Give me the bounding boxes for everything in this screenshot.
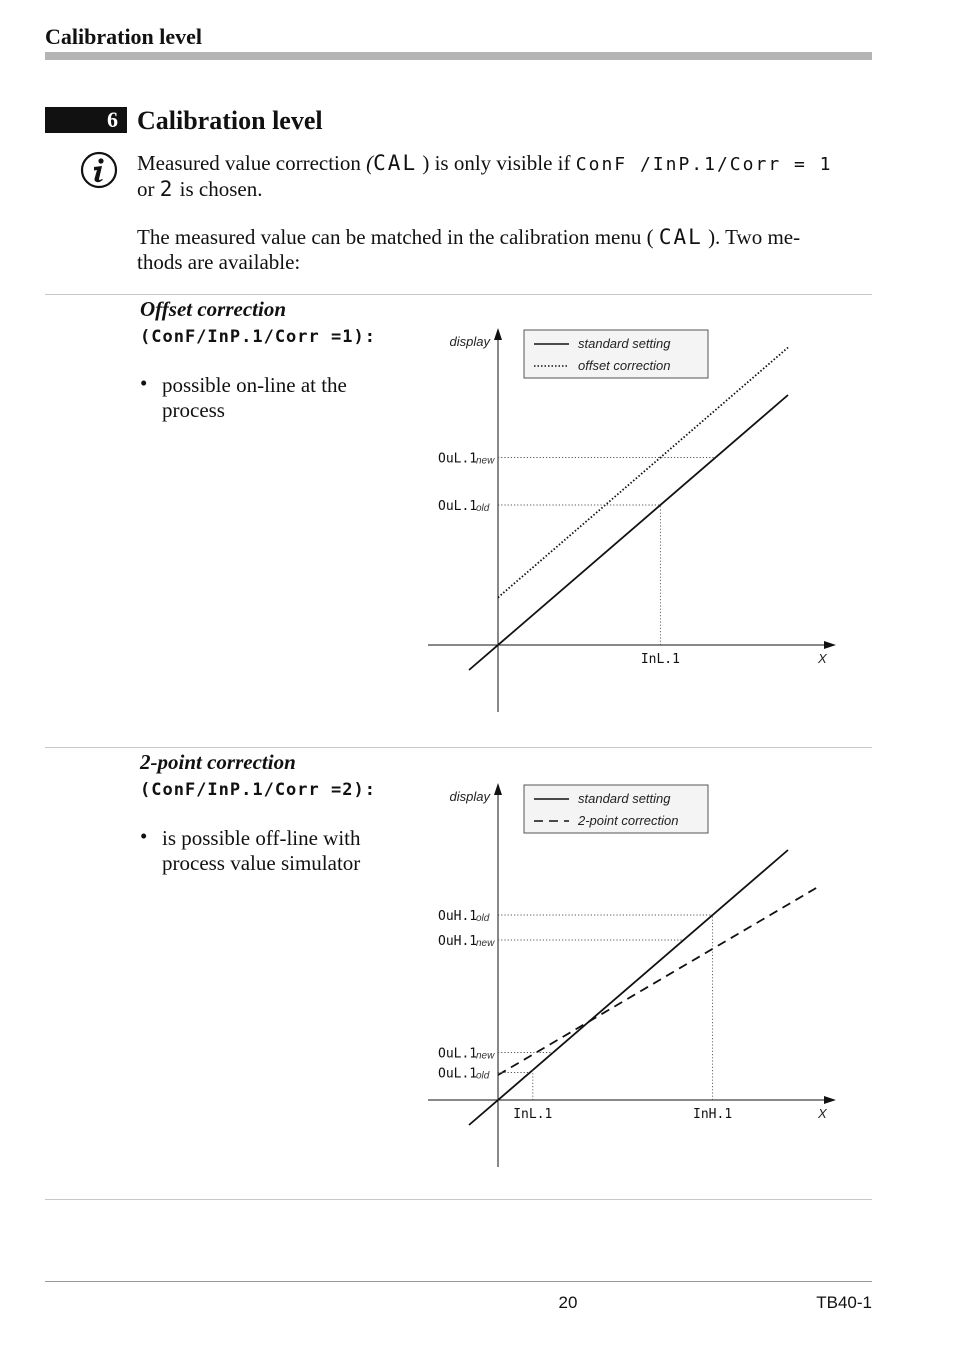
y-tick-sub: new [476, 938, 495, 949]
series-line-solid [469, 850, 788, 1125]
page-number: 20 [558, 1293, 578, 1312]
x-tick-label: InL.1 [513, 1107, 553, 1122]
y-axis-label: display [449, 334, 490, 349]
info-text-4: is chosen. [174, 177, 263, 201]
bullet-dot: • [140, 824, 148, 848]
legend-label: standard setting [578, 791, 671, 806]
running-header: Calibration level [45, 24, 203, 49]
info-text-2: ) is only visible if [417, 151, 576, 175]
header-bar [45, 52, 872, 60]
code-cal-2: CAL [658, 225, 703, 249]
y-tick-sub: old [476, 913, 490, 924]
bullet-dot: • [140, 371, 148, 395]
y-tick-label: OuL.1 [438, 1066, 478, 1082]
offset-title: Offset correction [140, 297, 287, 321]
code-path: ConF /InP.1/Corr = 1 [575, 154, 833, 175]
y-tick-label: OuL.1 [438, 451, 478, 467]
y-axis-label: display [449, 789, 490, 804]
divider [45, 294, 872, 295]
methods-text-3: thods are available: [137, 250, 301, 274]
offset-path: (ConF/InP.1/Corr =1): [140, 327, 376, 347]
methods-text-2: ). Two me- [702, 225, 801, 249]
legend-label: 2-point correction [578, 813, 679, 828]
twopoint-title: 2-point correction [140, 750, 296, 774]
divider [45, 747, 872, 748]
code-cal: CAL [373, 151, 418, 175]
twopoint-chart [420, 775, 850, 1175]
x-tick-label: InH.1 [693, 1107, 733, 1122]
x-axis-label: X [818, 651, 827, 666]
series-line-solid [469, 395, 788, 670]
y-tick-label: OuL.1 [438, 499, 478, 514]
y-axis-arrow [494, 328, 502, 340]
series-line-dotted [498, 348, 788, 598]
code-2: 2 [159, 177, 175, 201]
series-line-dashed [498, 888, 817, 1076]
y-tick-label: OuL.1 [438, 1046, 478, 1062]
y-tick-sub: old [476, 503, 490, 514]
x-axis-label: X [818, 1106, 827, 1121]
y-tick-sub: old [476, 1070, 490, 1082]
offset-bullet-text: possible on-line at the process [162, 373, 347, 422]
y-axis-arrow [494, 783, 502, 795]
twopoint-bullet-text: is possible off-line with process value simulator [162, 826, 361, 875]
legend-label: standard setting [578, 336, 671, 351]
y-tick-label: OuH.1 [438, 934, 478, 949]
x-axis-arrow [824, 1096, 836, 1104]
offset-chart [420, 320, 850, 720]
x-tick-label: InL.1 [640, 652, 680, 667]
info-paren: ( [366, 151, 374, 175]
info-text-1: Measured value correction [137, 151, 367, 175]
y-tick-sub: new [476, 1050, 495, 1062]
info-paragraph [137, 151, 877, 202]
y-tick-label: OuH.1 [438, 909, 478, 924]
footer-rule [45, 1281, 872, 1282]
x-axis-arrow [824, 641, 836, 649]
section-title: Calibration level [137, 106, 323, 135]
methods-text-1: The measured value can be matched in the calibration menu ( [137, 225, 659, 249]
divider [45, 1199, 872, 1200]
document-id: TB40-1 [816, 1293, 872, 1312]
methods-paragraph [137, 225, 872, 275]
info-text-3: or [137, 177, 160, 201]
twopoint-path: (ConF/InP.1/Corr =2): [140, 780, 376, 800]
info-icon [80, 151, 118, 189]
y-tick-sub: new [476, 455, 495, 467]
section-number: 6 [45, 107, 127, 133]
legend-label: offset correction [578, 358, 671, 373]
